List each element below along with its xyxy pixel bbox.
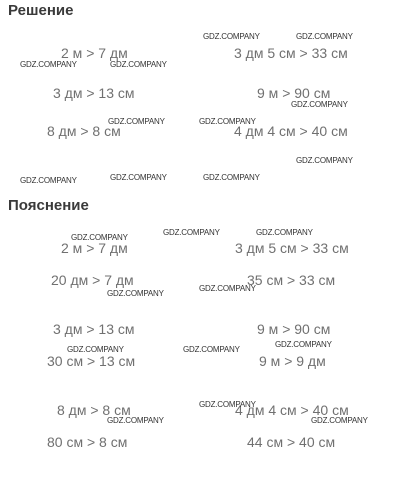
explanation-item-9: 8 дм > 8 см bbox=[57, 402, 131, 418]
watermark: GDZ.COMPANY bbox=[203, 173, 260, 182]
watermark: GDZ.COMPANY bbox=[108, 117, 165, 126]
watermark: GDZ.COMPANY bbox=[107, 289, 164, 298]
watermark: GDZ.COMPANY bbox=[296, 156, 353, 165]
explanation-item-10: 4 дм 4 см > 40 см bbox=[235, 402, 349, 418]
explanation-item-12: 44 см > 40 см bbox=[247, 434, 336, 450]
watermark: GDZ.COMPANY bbox=[163, 228, 220, 237]
solution-item-2: 3 дм 5 см > 33 см bbox=[234, 45, 348, 61]
watermark: GDZ.COMPANY bbox=[107, 416, 164, 425]
solution-item-1: 2 м > 7 дм bbox=[61, 45, 128, 61]
explanation-item-11: 80 см > 8 см bbox=[47, 434, 128, 450]
watermark: GDZ.COMPANY bbox=[203, 32, 260, 41]
watermark: GDZ.COMPANY bbox=[199, 400, 256, 409]
watermark: GDZ.COMPANY bbox=[296, 32, 353, 41]
watermark: GDZ.COMPANY bbox=[275, 340, 332, 349]
watermark: GDZ.COMPANY bbox=[110, 173, 167, 182]
explanation-item-2: 3 дм 5 см > 33 см bbox=[235, 240, 349, 256]
watermark: GDZ.COMPANY bbox=[110, 60, 167, 69]
watermark: GDZ.COMPANY bbox=[67, 345, 124, 354]
solution-heading: Решение bbox=[8, 2, 74, 19]
explanation-item-1: 2 м > 7 дм bbox=[61, 240, 128, 256]
watermark: GDZ.COMPANY bbox=[20, 176, 77, 185]
explanation-item-6: 9 м > 90 см bbox=[257, 321, 331, 337]
watermark: GDZ.COMPANY bbox=[199, 117, 256, 126]
explanation-item-8: 9 м > 9 дм bbox=[259, 353, 326, 369]
explanation-item-5: 3 дм > 13 см bbox=[53, 321, 135, 337]
watermark: GDZ.COMPANY bbox=[291, 100, 348, 109]
watermark: GDZ.COMPANY bbox=[183, 345, 240, 354]
watermark: GDZ.COMPANY bbox=[199, 284, 256, 293]
explanation-item-7: 30 см > 13 см bbox=[47, 353, 136, 369]
solution-item-6: 4 дм 4 см > 40 см bbox=[234, 123, 348, 139]
solution-item-4: 9 м > 90 см bbox=[257, 85, 331, 101]
watermark: GDZ.COMPANY bbox=[256, 228, 313, 237]
watermark: GDZ.COMPANY bbox=[71, 233, 128, 242]
watermark: GDZ.COMPANY bbox=[311, 416, 368, 425]
explanation-item-3: 20 дм > 7 дм bbox=[51, 272, 134, 288]
watermark: GDZ.COMPANY bbox=[20, 60, 77, 69]
explanation-item-4: 35 см > 33 см bbox=[247, 272, 336, 288]
solution-item-3: 3 дм > 13 см bbox=[53, 85, 135, 101]
explanation-heading: Пояснение bbox=[8, 197, 89, 214]
solution-item-5: 8 дм > 8 см bbox=[47, 123, 121, 139]
